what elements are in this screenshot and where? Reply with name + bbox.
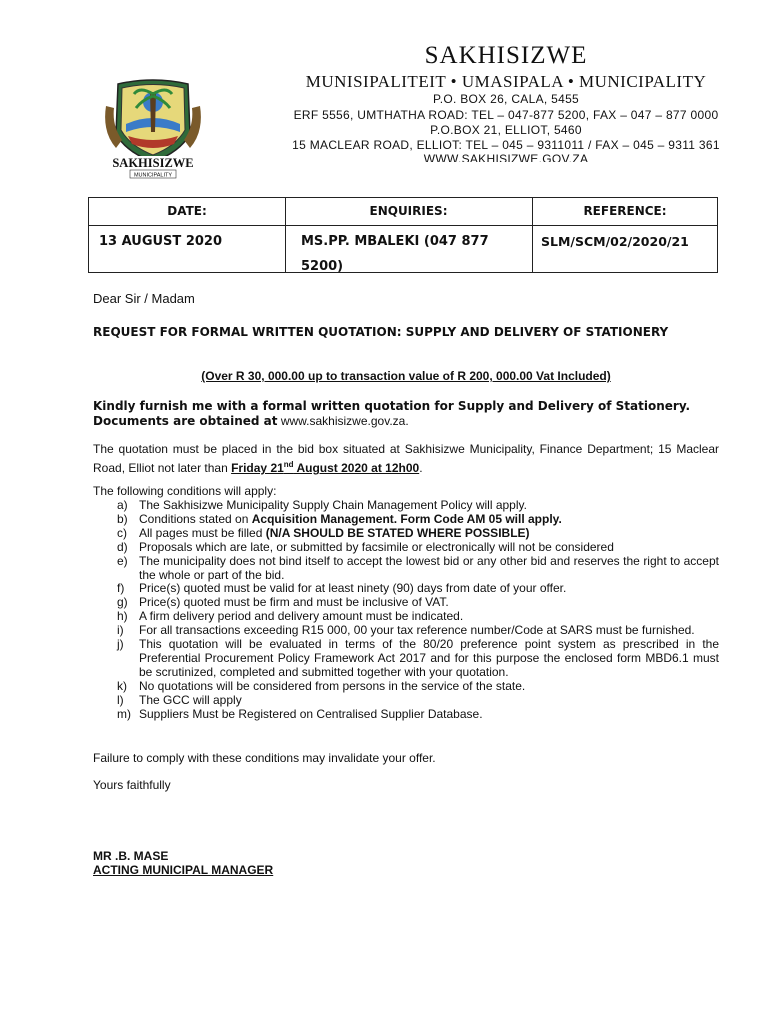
condition-letter: d) [117, 539, 128, 554]
instructions-paragraph [93, 399, 719, 429]
condition-item [93, 499, 719, 513]
date-value: 13 AUGUST 2020 [99, 234, 222, 249]
address-line: ERF 5556, UMTHATHA ROAD: TEL – 047-877 5200, FAX – 047 – 877 0000 [293, 108, 719, 122]
condition-text: Price(s) quoted must be firm and must be inclusive of VAT. [139, 595, 449, 610]
condition-item [93, 610, 719, 624]
submission-paragraph: The quotation must be placed in the bid box situated at Sakhisizwe Municipality, Finance Department; 15 Maclear Road, Elliot not later than Friday 21nd August 2020 at 12h00. [93, 442, 719, 475]
condition-letter: e) [117, 553, 128, 568]
condition-letter: f) [117, 581, 125, 596]
condition-item [93, 694, 719, 708]
condition-text: The Sakhisizwe Municipality Supply Chain Management Policy will apply. [139, 498, 527, 512]
condition-text: For all transactions exceeding R15 000, 00 your tax reference number/Code at SARS must be furnished. [139, 623, 695, 638]
condition-text: This quotation will be evaluated in terms of the 80/20 preference point system as prescribed in the Preferential Procurement Policy Framework Act 2017 and for this purpose the enclosed form MBD6.1 must be scrutinized, completed and submitted together with your quotation. [139, 637, 719, 679]
svg-text:MUNICIPALITY: MUNICIPALITY [133, 172, 173, 179]
condition-item [93, 527, 719, 541]
condition-letter: a) [117, 498, 128, 512]
reference-table [88, 197, 718, 273]
submission-text: The quotation must be placed in the bid box situated at Sakhisizwe Municipality, Finance Department; 15 Maclear Road, Elliot not later than [93, 442, 719, 475]
condition-item [93, 555, 719, 583]
website-line: WWW.SAKHISIZWE.GOV.ZA [423, 152, 589, 162]
conditions-list [93, 499, 719, 722]
condition-text: All pages must be filled [139, 525, 266, 540]
condition-text: Conditions stated on [139, 511, 252, 526]
condition-item [93, 708, 719, 722]
condition-item [93, 541, 719, 555]
condition-letter: b) [117, 511, 128, 526]
condition-letter: i) [117, 623, 124, 638]
submission-deadline: Friday 21nd August 2020 at 12h00 [231, 460, 420, 475]
municipal-crest-logo [100, 72, 206, 180]
salutation: Dear Sir / Madam [93, 291, 195, 306]
condition-item [93, 638, 719, 680]
condition-text: The GCC will apply [139, 692, 242, 707]
closing: Yours faithfully [93, 778, 171, 792]
condition-text: The municipality does not bind itself to accept the lowest bid or any other bid and reserves the right to accept the whole or part of the bid. [139, 553, 719, 582]
condition-text: A firm delivery period and delivery amount must be indicated. [139, 609, 464, 624]
instructions-bold: Kindly furnish me with a formal written quotation for Supply and Delivery of Stationery. Documents are obtained at [93, 399, 691, 428]
signatory-name: MR .B. MASE [93, 849, 169, 863]
condition-text: Suppliers Must be Registered on Centralised Supplier Database. [139, 706, 483, 721]
address-line: P.O.BOX 21, ELLIOT, 5460 [430, 123, 582, 137]
organization-name: SAKHISIZWE [424, 42, 588, 69]
condition-letter: k) [117, 678, 127, 693]
reference-value: SLM/SCM/02/2020/21 [541, 234, 689, 249]
letter-subject: REQUEST FOR FORMAL WRITTEN QUOTATION: SUPPLY AND DELIVERY OF STATIONERY [93, 325, 669, 339]
condition-letter: m) [117, 706, 131, 721]
condition-letter: l) [117, 692, 124, 707]
signatory-title: ACTING MUNICIPAL MANAGER [93, 863, 274, 877]
condition-letter: j) [117, 637, 124, 652]
date-header: DATE: [167, 204, 207, 218]
failure-notice: Failure to comply with these conditions may invalidate your offer. [93, 751, 436, 765]
address-line: P.O. BOX 26, CALA, 5455 [432, 92, 580, 106]
website-link[interactable]: www.sakhisizwe.gov.za. [277, 414, 409, 428]
condition-emphasis: (N/A SHOULD BE STATED WHERE POSSIBLE) [265, 525, 530, 540]
condition-letter: h) [117, 609, 128, 624]
condition-item [93, 582, 719, 596]
enquiries-value: MS.PP. MBALEKI (047 877 5200) [301, 234, 489, 274]
enquiries-header: ENQUIRIES: [369, 204, 448, 218]
svg-text:SAKHISIZWE: SAKHISIZWE [112, 156, 194, 170]
reference-header: REFERENCE: [583, 204, 667, 218]
conditions-intro: The following conditions will apply: [93, 484, 277, 498]
condition-item [93, 513, 719, 527]
condition-text: Proposals which are late, or submitted by facsimile or electronically will not be considered [139, 539, 614, 554]
value-range-note: (Over R 30, 000.00 up to transaction value of R 200, 000.00 Vat Included) [201, 369, 611, 383]
condition-letter: c) [117, 525, 127, 540]
condition-text: Price(s) quoted must be valid for at least ninety (90) days from date of your offer. [139, 581, 567, 596]
condition-item [93, 596, 719, 610]
condition-item [93, 624, 719, 638]
condition-letter: g) [117, 595, 128, 610]
condition-text: No quotations will be considered from persons in the service of the state. [139, 678, 526, 693]
address-line: 15 MACLEAR ROAD, ELLIOT: TEL – 045 – 9311011 / FAX – 045 – 9311 361 [292, 138, 720, 152]
condition-emphasis: Acquisition Management. Form Code AM 05 will apply. [251, 511, 562, 526]
condition-item [93, 680, 719, 694]
organization-subtitle: MUNISIPALITEIT • UMASIPALA • MUNICIPALITY [305, 72, 707, 91]
